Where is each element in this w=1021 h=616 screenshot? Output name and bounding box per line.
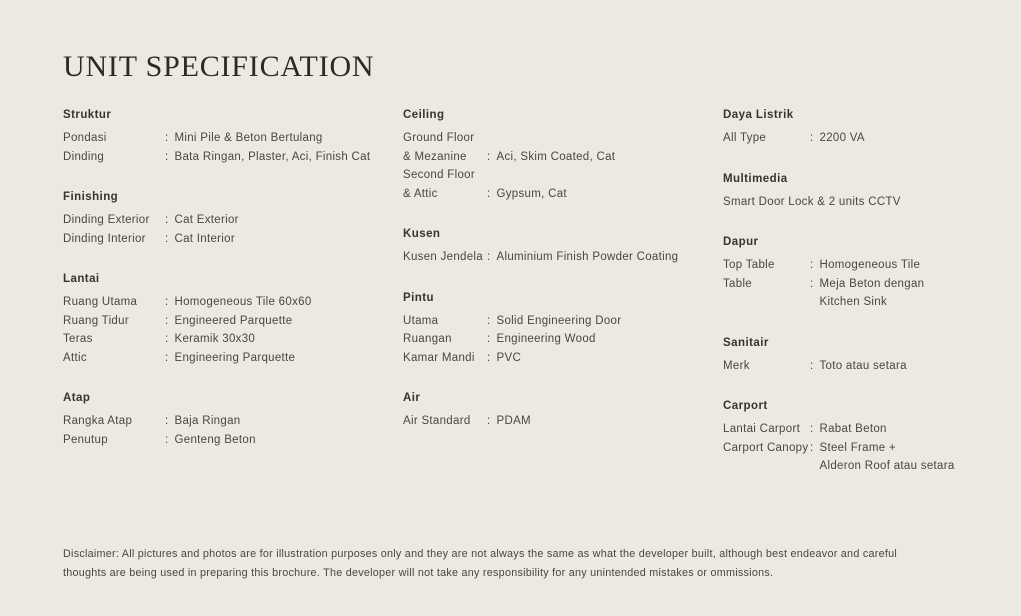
- spec-label: Table: [723, 277, 752, 290]
- spec-label: Dinding Exterior: [63, 214, 150, 226]
- disclaimer-line-2: thoughts are being used in preparing this brochure. The developer will not take any responsibility for any unintended mistakes or ommissions.: [63, 566, 774, 579]
- section-atap: [63, 389, 403, 449]
- spec-row: [63, 330, 403, 349]
- section-kusen: [403, 225, 723, 267]
- spec-label: Second Floor: [403, 169, 475, 181]
- spec-value: Aci, Skim Coated, Cat: [496, 150, 616, 163]
- section-finishing: [63, 188, 403, 248]
- spec-label: Ruangan: [403, 333, 452, 345]
- spec-label: Attic: [63, 351, 87, 364]
- colon-separator: :: [810, 423, 814, 435]
- spec-value: Bata Ringan, Plaster, Aci, Finish Cat: [174, 150, 371, 163]
- brochure-page: [0, 49, 1021, 616]
- colon-separator: :: [810, 441, 814, 454]
- colon-separator: :: [487, 251, 491, 263]
- section-ceiling: [403, 106, 723, 203]
- spec-value: Homogeneous Tile 60x60: [174, 296, 312, 308]
- section-sanitair: [723, 334, 1013, 376]
- spec-row: [723, 457, 1013, 476]
- spec-value: Cat Interior: [174, 232, 235, 245]
- spec-label: & Mezanine: [403, 150, 467, 163]
- spec-label: Carport Canopy: [723, 441, 809, 454]
- spec-value: Genteng Beton: [174, 433, 256, 446]
- spec-label: Dinding Interior: [63, 232, 146, 245]
- section-heading: Struktur: [63, 109, 112, 121]
- spec-row: [63, 293, 403, 312]
- spec-label: Air Standard: [403, 415, 471, 427]
- colon-separator: :: [165, 415, 169, 427]
- spec-row: [63, 129, 403, 148]
- spec-columns: [63, 106, 1021, 498]
- spec-row: [403, 185, 723, 204]
- disclaimer-line-1: Disclaimer: All pictures and photos are for illustration purposes only and they are not always the same as what the developer built, although best endeavor and careful: [63, 548, 897, 560]
- spec-row: [723, 439, 1013, 458]
- section-carport: [723, 397, 1013, 476]
- spec-value: Homogeneous Tile: [819, 259, 921, 271]
- spec-row: [403, 349, 723, 368]
- spec-value: Rabat Beton: [819, 423, 887, 435]
- section-heading: Lantai: [63, 273, 100, 285]
- spec-row: [403, 412, 723, 431]
- spec-row: [403, 129, 723, 148]
- section-heading: Multimedia: [723, 172, 788, 185]
- spec-row: [403, 330, 723, 349]
- spec-label: Pondasi: [63, 132, 107, 144]
- spec-row: [723, 357, 1013, 376]
- spec-row: [723, 193, 1013, 212]
- colon-separator: :: [487, 314, 491, 327]
- spec-row: [723, 129, 1013, 148]
- section-air: [403, 389, 723, 431]
- spec-label: & Attic: [403, 187, 438, 200]
- spec-label: Kusen Jendela: [403, 251, 483, 263]
- spec-label: Utama: [403, 314, 439, 327]
- spec-label: Dinding: [63, 150, 105, 163]
- colon-separator: :: [487, 187, 491, 200]
- colon-separator: :: [165, 333, 169, 345]
- section-pintu: [403, 289, 723, 368]
- spec-value: Kitchen Sink: [819, 296, 888, 308]
- spec-label: Top Table: [723, 259, 775, 271]
- section-struktur: [63, 106, 403, 166]
- spec-value: 2200 VA: [819, 132, 865, 144]
- colon-separator: :: [165, 351, 169, 364]
- colon-separator: :: [810, 132, 814, 144]
- spec-row: [723, 256, 1013, 275]
- spec-label: Kamar Mandi: [403, 351, 475, 364]
- colon-separator: :: [165, 314, 169, 327]
- spec-label: Teras: [63, 333, 93, 345]
- section-heading: Air: [403, 392, 421, 404]
- colon-separator: :: [810, 259, 814, 271]
- colon-separator: :: [165, 433, 169, 446]
- spec-value: Gypsum, Cat: [496, 187, 567, 200]
- spec-row: [63, 211, 403, 230]
- section-heading: Carport: [723, 400, 768, 412]
- spec-row: [403, 312, 723, 331]
- spec-value: Engineering Parquette: [174, 351, 296, 364]
- spec-row: [63, 431, 403, 450]
- colon-separator: :: [165, 214, 169, 226]
- colon-separator: :: [810, 359, 814, 372]
- spec-row: [403, 166, 723, 185]
- spec-value: Toto atau setara: [819, 359, 907, 372]
- spec-row: [723, 420, 1013, 439]
- section-dapur: [723, 233, 1013, 312]
- spec-column-left: [63, 106, 403, 498]
- spec-row: [63, 412, 403, 431]
- spec-label: Ground Floor: [403, 132, 475, 144]
- spec-row: [403, 248, 723, 267]
- spec-label: Penutup: [63, 433, 108, 446]
- section-heading: Atap: [63, 392, 91, 404]
- spec-value: Alderon Roof atau setara: [819, 460, 955, 472]
- spec-column-right: [723, 106, 1013, 498]
- spec-row: [403, 148, 723, 167]
- spec-label: Ruang Utama: [63, 296, 138, 308]
- section-multimedia: [723, 170, 1013, 212]
- spec-text: Smart Door Lock & 2 units CCTV: [723, 195, 901, 208]
- spec-row: [63, 349, 403, 368]
- spec-row: [723, 275, 1013, 294]
- spec-value: PDAM: [496, 415, 531, 427]
- spec-label: Rangka Atap: [63, 415, 133, 427]
- colon-separator: :: [487, 150, 491, 163]
- spec-value: Engineered Parquette: [174, 314, 293, 327]
- section-daya-listrik: [723, 106, 1013, 148]
- spec-value: Meja Beton dengan: [819, 277, 925, 290]
- colon-separator: :: [487, 333, 491, 345]
- spec-value: Steel Frame +: [819, 441, 896, 454]
- section-heading: Daya Listrik: [723, 109, 794, 121]
- spec-value: Engineering Wood: [496, 333, 596, 345]
- spec-label: All Type: [723, 132, 767, 144]
- section-heading: Kusen: [403, 228, 441, 240]
- colon-separator: :: [165, 132, 169, 144]
- spec-label: Merk: [723, 359, 750, 372]
- section-lantai: [63, 270, 403, 367]
- spec-value: Mini Pile & Beton Bertulang: [174, 132, 323, 144]
- spec-value: PVC: [496, 351, 522, 364]
- section-heading: Ceiling: [403, 109, 445, 121]
- colon-separator: :: [487, 415, 491, 427]
- spec-label: Lantai Carport: [723, 423, 801, 435]
- section-heading: Pintu: [403, 291, 434, 304]
- colon-separator: :: [487, 351, 491, 364]
- spec-label: Ruang Tidur: [63, 314, 129, 327]
- colon-separator: :: [165, 150, 169, 163]
- spec-value: Aluminium Finish Powder Coating: [496, 251, 679, 263]
- spec-row: [63, 312, 403, 331]
- spec-column-middle: [403, 106, 723, 498]
- spec-row: [63, 148, 403, 167]
- colon-separator: :: [810, 277, 814, 290]
- spec-row: [63, 230, 403, 249]
- spec-value: Solid Engineering Door: [496, 314, 622, 327]
- colon-separator: :: [165, 296, 169, 308]
- disclaimer: [63, 545, 897, 582]
- spec-value: Cat Exterior: [174, 214, 239, 226]
- spec-value: Keramik 30x30: [174, 333, 256, 345]
- spec-value: Baja Ringan: [174, 415, 241, 427]
- page-title: UNIT SPECIFICATION: [63, 50, 375, 83]
- section-heading: Finishing: [63, 191, 119, 203]
- spec-row: [723, 293, 1013, 312]
- colon-separator: :: [165, 232, 169, 245]
- section-heading: Sanitair: [723, 336, 769, 349]
- section-heading: Dapur: [723, 236, 759, 248]
